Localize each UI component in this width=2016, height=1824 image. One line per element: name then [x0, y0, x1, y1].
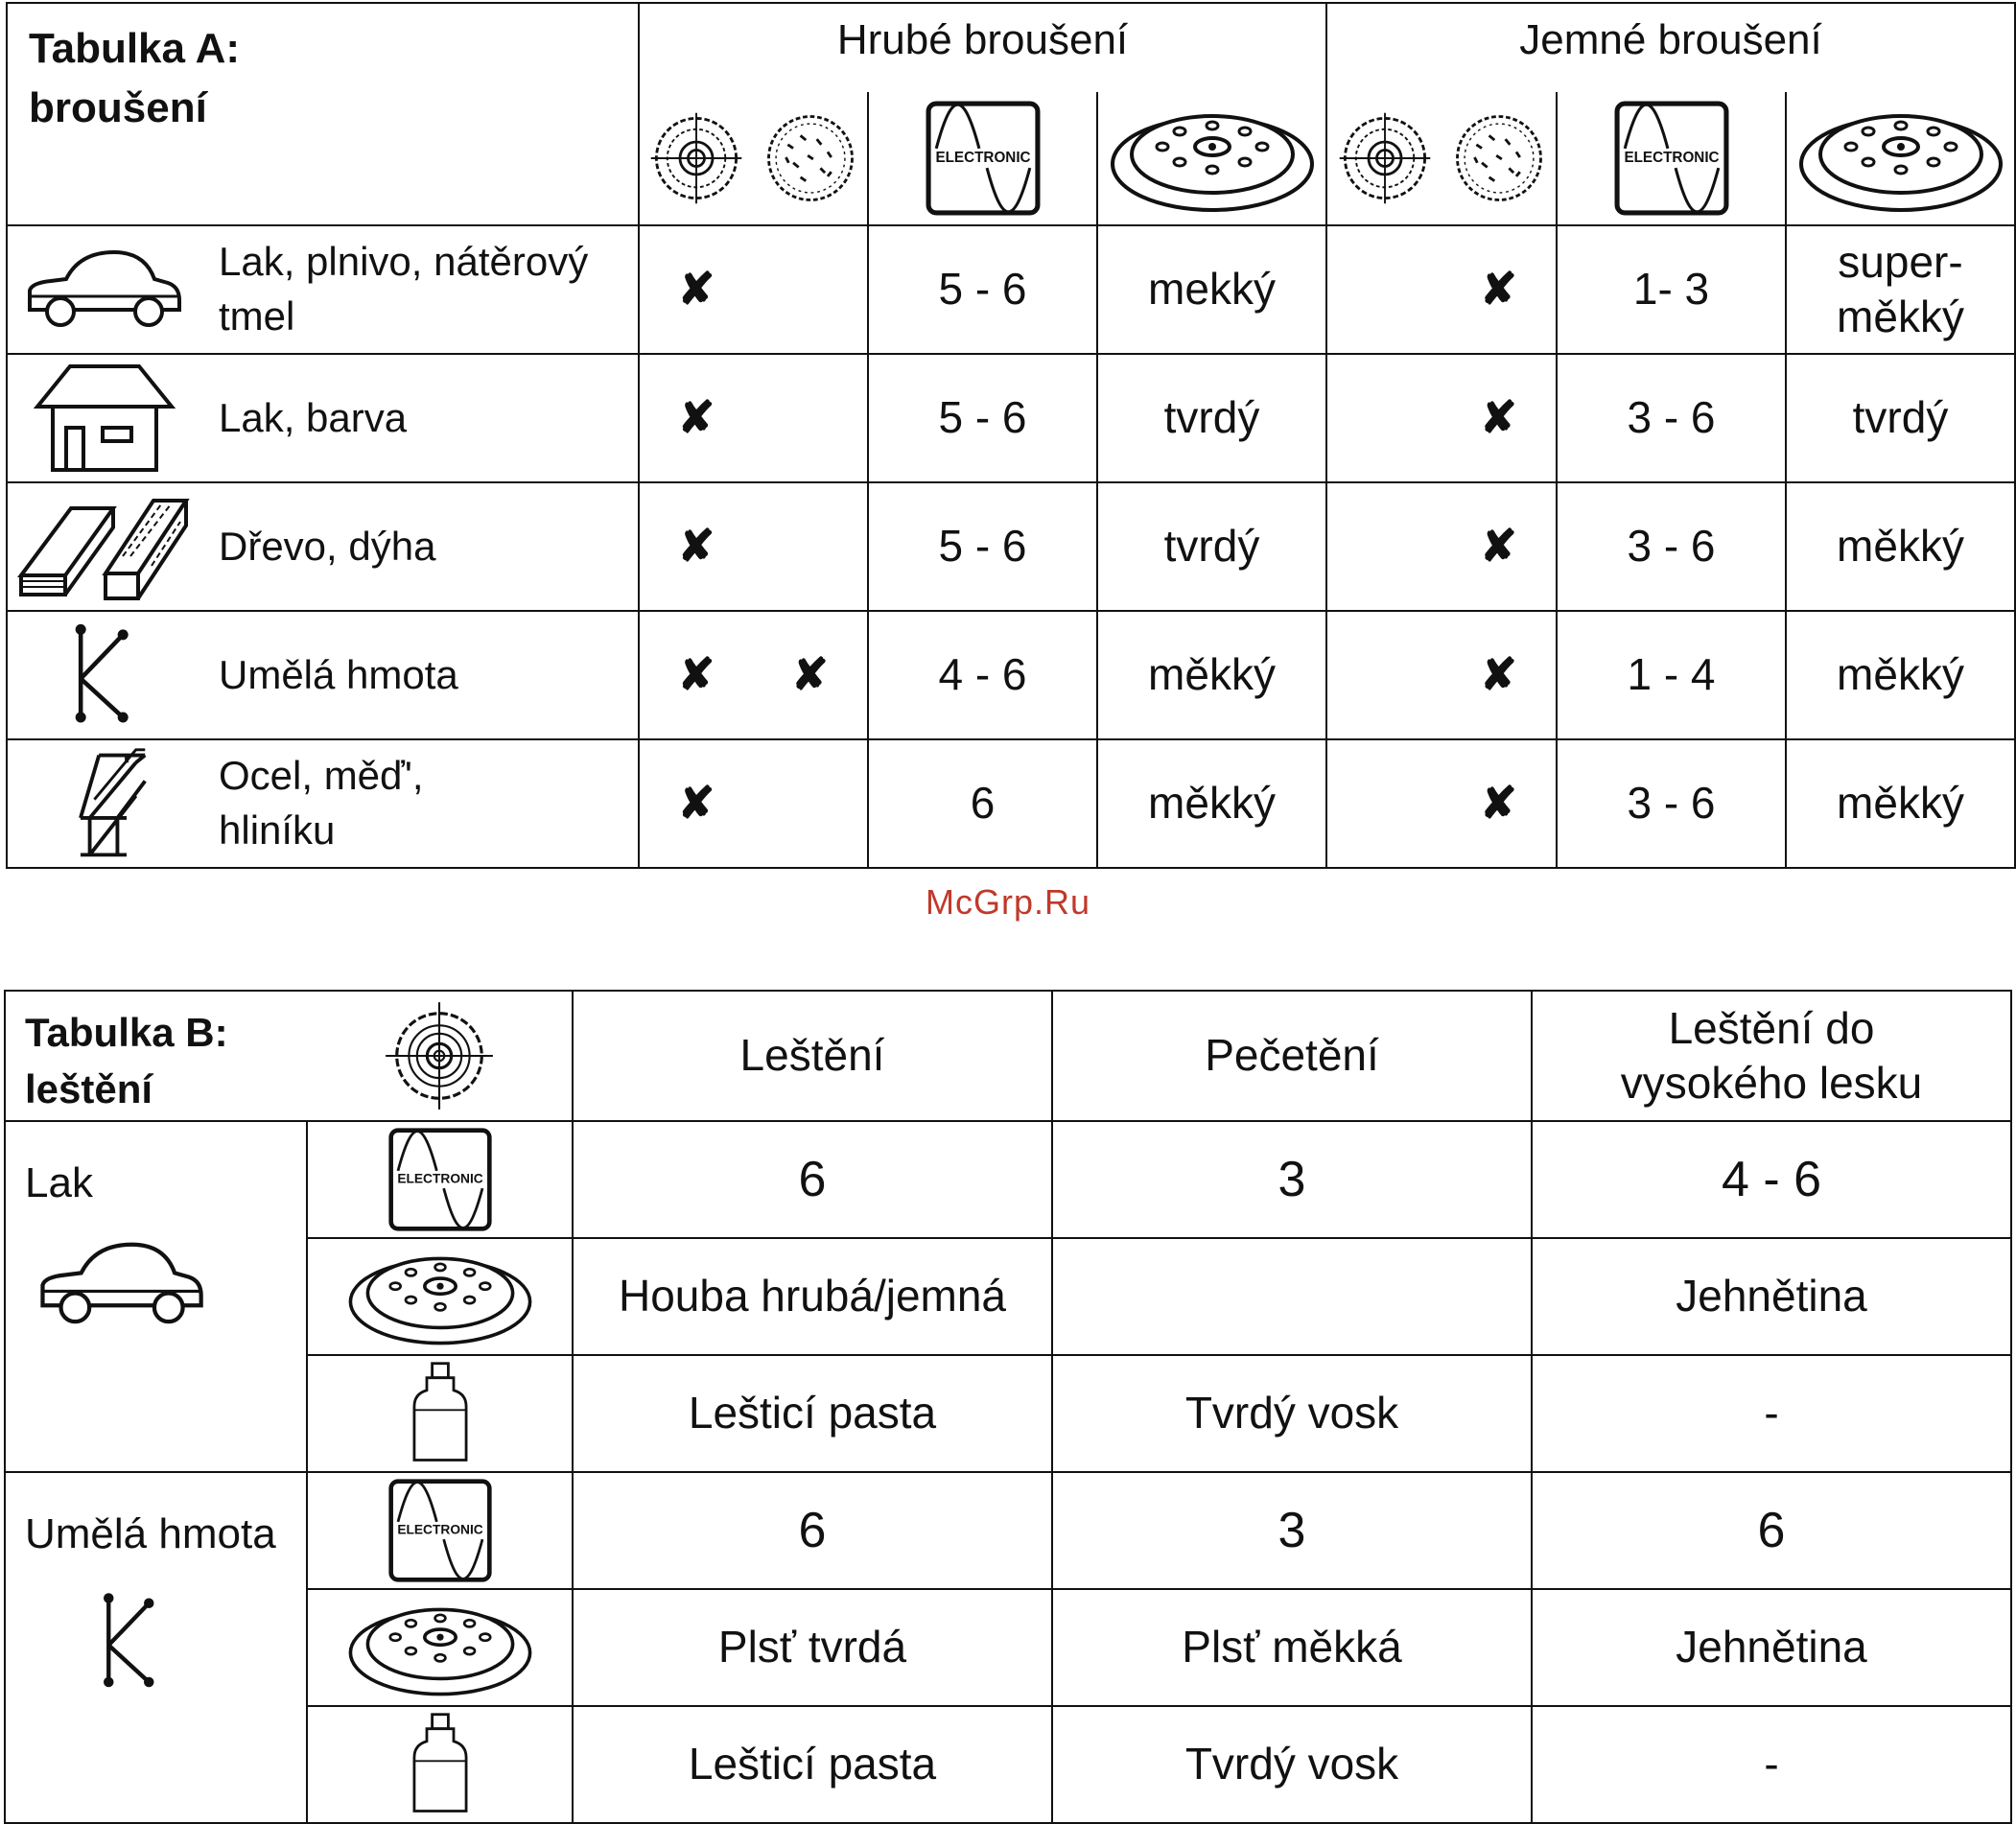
polishing-table-title: [5, 991, 307, 1121]
backing-pad-icon: [307, 1589, 573, 1706]
house-icon: [8, 361, 199, 476]
material-label: Dřevo, dýha: [219, 523, 436, 569]
backing-pad-icon: [307, 1238, 573, 1355]
coarse-rotary-cell: [753, 739, 868, 868]
electronic-speed-icon: [867, 92, 1096, 224]
polishing-row-speed: [5, 1121, 2011, 1238]
speed-value: 6: [1532, 1472, 2011, 1589]
random-orbit-icon: [1327, 92, 1442, 224]
fine-speed-cell: 1- 3: [1557, 225, 1786, 354]
speed-value: 6: [573, 1472, 1052, 1589]
fine-pad-cell: tvrdý: [1786, 354, 2015, 482]
material-label: Umělá hmota: [25, 1510, 276, 1557]
agent-value: Lešticí pasta: [573, 1706, 1052, 1823]
polishing-table: [4, 990, 2012, 1824]
coarse-grinding-label: Hrubé broušení: [836, 16, 1129, 63]
fine-orbit-cell: [1326, 611, 1442, 739]
coarse-pad-cell: měkký: [1097, 739, 1326, 868]
fine-orbit-cell: [1326, 482, 1442, 611]
material-plastic-cell: [5, 1472, 307, 1823]
bottle-icon: [307, 1355, 573, 1472]
coarse-pad-cell: mekký: [1097, 225, 1326, 354]
column-sealing: Pečetění: [1052, 991, 1532, 1121]
fine-speed-cell: 3 - 6: [1557, 482, 1786, 611]
material-label: Umělá hmota: [219, 651, 458, 697]
pad-value: Jehnětina: [1532, 1589, 2011, 1706]
coarse-speed-cell: 5 - 6: [868, 225, 1097, 354]
agent-value: Lešticí pasta: [573, 1355, 1052, 1472]
coarse-pad-cell: tvrdý: [1097, 354, 1326, 482]
plastic-icon: [8, 622, 199, 728]
table-a-title-1: Tabulka A:: [29, 25, 241, 72]
backing-pad-icon: [1785, 92, 2014, 224]
pad-value: Houba hrubá/jemná: [573, 1238, 1052, 1355]
bottle-icon: [307, 1706, 573, 1823]
coarse-pad-cell: tvrdý: [1097, 482, 1326, 611]
grinding-table-title: [7, 3, 639, 225]
coarse-speed-cell: 6: [868, 739, 1097, 868]
coarse-speed-cell: 5 - 6: [868, 354, 1097, 482]
coarse-rotary-cell: ✘: [753, 611, 868, 739]
rotary-icon: [753, 92, 867, 224]
material-cell: [7, 482, 639, 611]
fine-pad-cell: měkký: [1786, 482, 2015, 611]
fine-orbit-cell: [1326, 354, 1442, 482]
coarse-rotary-cell: [753, 482, 868, 611]
fine-rotary-cell: ✘: [1442, 354, 1557, 482]
coarse-rotary-cell: [753, 354, 868, 482]
speed-value: 4 - 6: [1532, 1121, 2011, 1238]
fine-pad-cell: měkký: [1786, 611, 2015, 739]
grinding-row: [7, 739, 2015, 868]
grinding-table: [6, 2, 2016, 869]
fine-rotary-cell: ✘: [1442, 739, 1557, 868]
table-a-title-2: broušení: [29, 83, 207, 131]
material-lak-cell: [5, 1121, 307, 1472]
coarse-speed-cell: 5 - 6: [868, 482, 1097, 611]
material-label: Lak, barva: [219, 394, 408, 440]
random-orbit-icon: [640, 92, 753, 224]
table-b-title-2: leštění: [25, 1065, 153, 1111]
coarse-orbit-cell: ✘: [639, 225, 753, 354]
pad-value: Jehnětina: [1532, 1238, 2011, 1355]
column-polishing: Leštění: [573, 991, 1052, 1121]
coarse-orbit-cell: ✘: [639, 482, 753, 611]
table-b-title-1: Tabulka B:: [25, 1010, 228, 1055]
material-cell: [7, 225, 639, 354]
coarse-grinding-header: [639, 3, 1326, 225]
speed-value: 3: [1052, 1121, 1532, 1238]
column-high-gloss: Leštění do vysokého lesku: [1532, 991, 2011, 1121]
wood-icon: [8, 489, 199, 604]
fine-speed-cell: 3 - 6: [1557, 739, 1786, 868]
car-icon: [8, 246, 199, 333]
grinding-row: [7, 611, 2015, 739]
plastic-icon: [6, 1560, 306, 1695]
speed-value: 6: [573, 1121, 1052, 1238]
fine-speed-cell: 3 - 6: [1557, 354, 1786, 482]
pad-value: Plsť tvrdá: [573, 1589, 1052, 1706]
material-cell: [7, 611, 639, 739]
electronic-speed-icon: [307, 1472, 573, 1589]
grinding-row: [7, 354, 2015, 482]
fine-speed-cell: 1 - 4: [1557, 611, 1786, 739]
fine-rotary-cell: ✘: [1442, 611, 1557, 739]
agent-value: Tvrdý vosk: [1052, 1706, 1532, 1823]
fine-rotary-cell: ✘: [1442, 225, 1557, 354]
coarse-orbit-cell: ✘: [639, 611, 753, 739]
grinding-header-row: [7, 3, 2015, 225]
pad-value: Plsť měkká: [1052, 1589, 1532, 1706]
backing-pad-icon: [1096, 92, 1325, 224]
material-label: Lak, plnivo, nátěrový tmel: [219, 239, 589, 339]
coarse-rotary-cell: [753, 225, 868, 354]
fine-pad-cell: super-měkký: [1786, 225, 2015, 354]
material-label: Ocel, měď', hliníku: [219, 753, 424, 853]
coarse-pad-cell: měkký: [1097, 611, 1326, 739]
fine-rotary-cell: ✘: [1442, 482, 1557, 611]
grinding-row: [7, 482, 2015, 611]
agent-value: Tvrdý vosk: [1052, 1355, 1532, 1472]
electronic-speed-icon: [307, 1121, 573, 1238]
pad-value: [1052, 1238, 1532, 1355]
speed-value: 3: [1052, 1472, 1532, 1589]
fine-grinding-label: Jemné broušení: [1519, 16, 1822, 63]
material-cell: [7, 354, 639, 482]
car-icon: [6, 1209, 306, 1330]
agent-value: -: [1532, 1706, 2011, 1823]
coarse-orbit-cell: ✘: [639, 354, 753, 482]
steel-beam-icon: [8, 744, 199, 864]
polishing-header-row: [5, 991, 2011, 1121]
rotary-icon: [1442, 92, 1556, 224]
coarse-orbit-cell: ✘: [639, 739, 753, 868]
fine-orbit-cell: [1326, 225, 1442, 354]
polishing-row-speed: [5, 1472, 2011, 1589]
material-label: Lak: [25, 1159, 93, 1206]
fine-grinding-header: [1326, 3, 2015, 225]
fine-pad-cell: měkký: [1786, 739, 2015, 868]
electronic-speed-icon: [1556, 92, 1785, 224]
coarse-speed-cell: 4 - 6: [868, 611, 1097, 739]
grinding-row: [7, 225, 2015, 354]
material-cell: [7, 739, 639, 868]
agent-value: -: [1532, 1355, 2011, 1472]
fine-orbit-cell: [1326, 739, 1442, 868]
polishing-pad-icon: [307, 991, 573, 1121]
watermark: McGrp.Ru: [925, 882, 1091, 922]
